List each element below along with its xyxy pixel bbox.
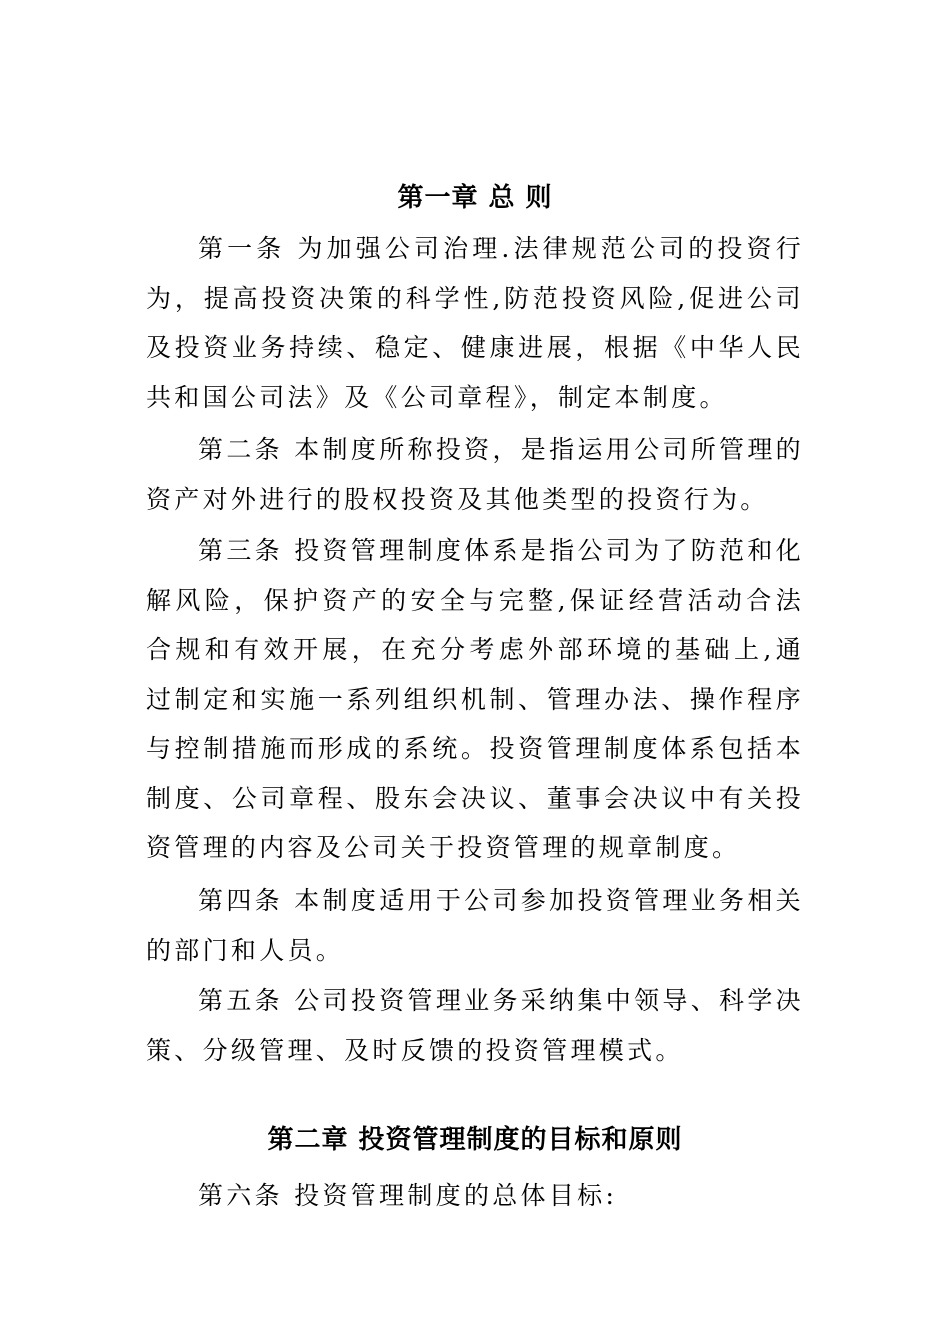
article-6: 第六条 投资管理制度的总体目标:	[198, 1181, 618, 1210]
article-2: 第二条 本制度所称投资，是指运用公司所管理的资产对外进行的股权投资及其他类型的投资行为。	[146, 435, 804, 514]
chapter-1-title: 第一章 总 则	[397, 183, 553, 213]
article-5: 第五条 公司投资管理业务采纳集中领导、科学决策、分级管理、及时反馈的投资管理模式。	[146, 986, 804, 1065]
article-3: 第三条 投资管理制度体系是指公司为了防范和化解风险，保护资产的安全与完整,保证经营活动合法合规和有效开展，在充分考虑外部环境的基础上,通过制定和实施一系列组织机制、管理办法、操作程序与控制措施而形成的系统。投资管理制度体系包括本制度、公司章程、股东会决议、董事会决议中有关投资管理的内容及公司关于投资管理的规章制度。	[146, 536, 804, 862]
chapter-2-title: 第二章 投资管理制度的目标和原则	[267, 1125, 683, 1155]
article-1: 第一条 为加强公司治理.法律规范公司的投资行为，提高投资决策的科学性,防范投资风险,促进公司及投资业务持续、稳定、健康进展，根据《中华人民共和国公司法》及《公司章程》，制定本制度。	[146, 234, 804, 412]
article-4: 第四条 本制度适用于公司参加投资管理业务相关的部门和人员。	[146, 886, 804, 965]
